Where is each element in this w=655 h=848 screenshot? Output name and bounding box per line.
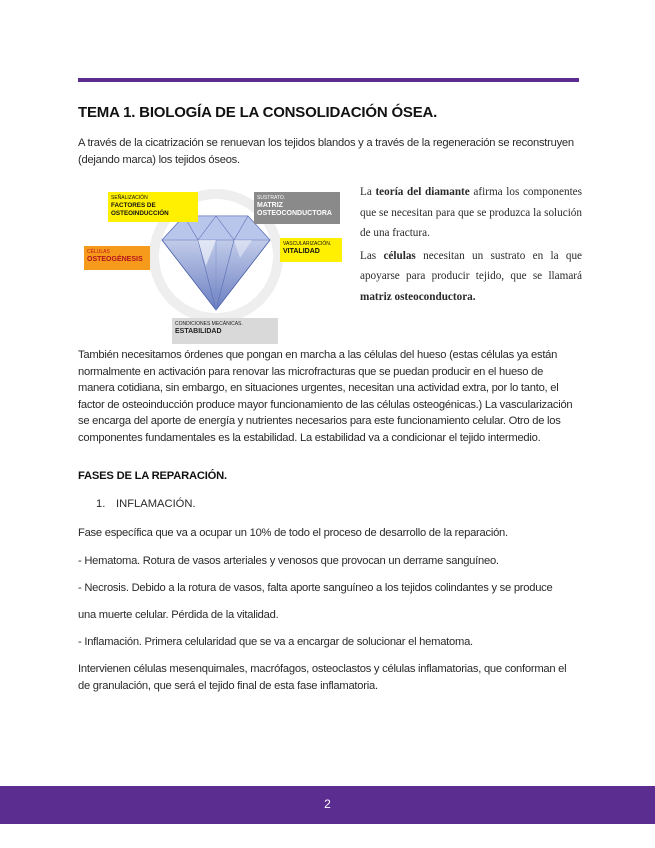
- page-title: TEMA 1. BIOLOGÍA DE LA CONSOLIDACIÓN ÓSEA.: [78, 104, 438, 121]
- label-osteoconductive-matrix: SUSTRATO. MATRIZ OSTEOCONDUCTORA: [254, 192, 340, 224]
- header-rule: [78, 78, 579, 82]
- intro-paragraph: A través de la cicatrización se renuevan los tejidos blandos y a través de la regeneración se reconstruyen (dejando marca) los tejidos óseos.: [78, 137, 574, 166]
- body-paragraph: También necesitamos órdenes que pongan en marcha a las células del hueso (estas células ya están normalmente en activación para renovar las microfracturas que se puedan producir en el hueso de manera cotidiana, sin embargo, en situaciones urgentes, necesitan una actividad extra, por lo tanto, el factor de osteoinducción produce mayor funcionamiento de las células osteogénicas.) La vascularización se encarga del aporte de energía y nutrientes necesarios para este funcionamiento celular. Otro de los componentes fundamentales es la estabilidad. La estabilidad va a condicionar el tejido intermedio.: [78, 349, 573, 444]
- list-label: INFLAMACIÓN.: [116, 498, 196, 510]
- footer-bar: [0, 786, 655, 824]
- hematoma-line: - Hematoma. Rotura de vasos arteriales y venosos que provocan un derrame sanguíneo.: [78, 555, 499, 567]
- necrosis-line: - Necrosis. Debido a la rotura de vasos, falta aporte sanguíneo a los tejidos colindantes y se produce: [78, 582, 553, 594]
- list-number: 1.: [96, 498, 106, 510]
- section-title: FASES DE LA REPARACIÓN.: [78, 470, 227, 482]
- label-vitality: VASCULARIZACIÓN. VITALIDAD: [280, 238, 342, 262]
- label-osteoinduction: SEÑALIZACIÓN FACTORES DE OSTEOINDUCCIÓN: [108, 192, 198, 222]
- page-number: 2: [324, 797, 331, 811]
- cells-paragraph: Intervienen células mesenquimales, macrófagos, osteoclastos y células inflamatorias, que conforman el de granulación, que será el tejido final de esta fase inflamatoria.: [78, 663, 567, 692]
- side-paragraph-1: La teoría del diamante afirma los componentes que se necesitan para que se produzca la solución de una fractura.: [360, 186, 582, 239]
- diamond-theory-figure: [80, 186, 352, 342]
- label-stability: CONDICIONES MECÁNICAS. ESTABILIDAD: [172, 318, 278, 344]
- necrosis-line-continued: una muerte celular. Pérdida de la vitalidad.: [78, 609, 279, 621]
- phase-description: Fase específica que va a ocupar un 10% de todo el proceso de desarrollo de la reparación.: [78, 527, 508, 539]
- inflammation-line: - Inflamación. Primera celularidad que se va a encargar de solucionar el hematoma.: [78, 636, 473, 648]
- label-osteogenesis: CÉLULAS OSTEOGÉNESIS: [84, 246, 150, 270]
- diamond-theory-text: [360, 182, 582, 309]
- side-paragraph-2: Las células necesitan un sustrato en la que apoyarse para producir tejido, que se llamará matriz osteoconductora.: [360, 249, 583, 303]
- list-item: [96, 498, 196, 510]
